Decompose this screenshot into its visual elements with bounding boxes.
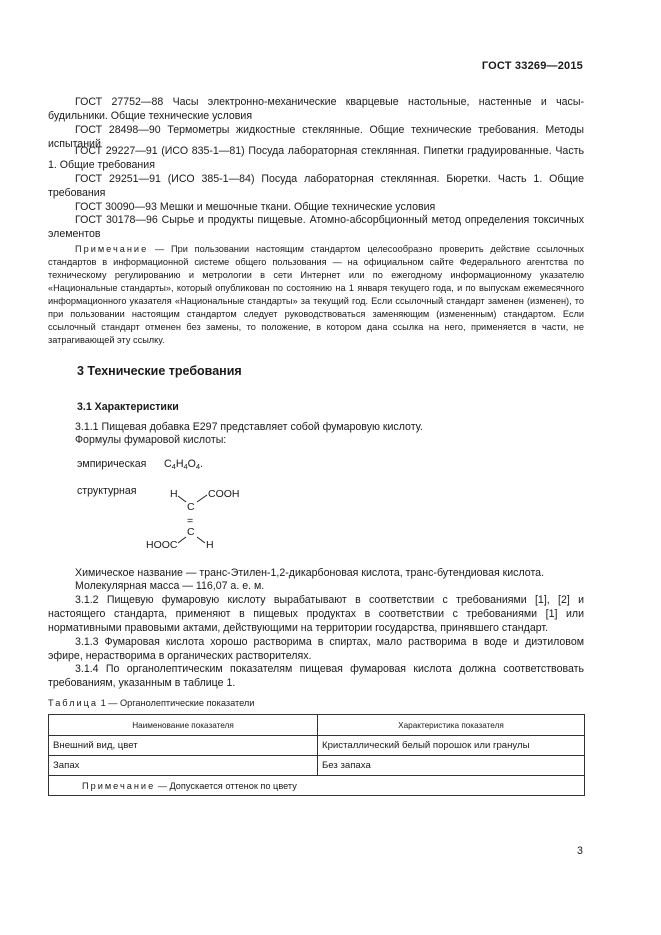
empirical-label: эмпирическая xyxy=(77,458,147,470)
references-note xyxy=(48,243,584,347)
empirical-formula: $C_4H_4O_4$. xyxy=(164,458,204,471)
paragraph-3-1-4: 3.1.4 По органолептическим показателям пищевая фумаровая кислота должна соответствовать требованиям, указанным в таблице 1. xyxy=(48,663,584,689)
bottom-carboxyl: HOOC xyxy=(146,539,178,551)
bottom-carbon: C xyxy=(187,526,195,538)
ref-gost-27752: ГОСТ 27752—88 Часы электронно-механические кварцевые настольные, настенные и часы-будильники. Общие технические условия xyxy=(48,96,584,122)
ref-gost-29251: ГОСТ 29251—91 (ИСО 385-1—84) Посуда лабораторная стеклянная. Бюретки. Часть 1. Общие требования xyxy=(48,173,584,199)
table-row xyxy=(49,736,585,756)
table-note: Примечание — Допускается оттенок по цвету xyxy=(49,776,585,796)
top-carbon: C xyxy=(187,501,195,513)
table-cell: Запах xyxy=(49,756,318,776)
ref-gost-29227: ГОСТ 29227—91 (ИСО 835-1—81) Посуда лабораторная стеклянная. Пипетки градуированные. Часть 1. Общие требования xyxy=(48,145,584,171)
chemical-name: Химическое название — транс-Этилен-1,2-дикарбоновая кислота, транс-бутендиовая кислота. xyxy=(75,567,545,579)
subsection-title: 3.1 Характеристики xyxy=(77,401,179,413)
section-title: 3 Технические требования xyxy=(77,364,242,378)
paragraph-3-1-3: 3.1.3 Фумаровая кислота хорошо растворима в спиртах, мало растворима в воде и диэтиловом эфире, нерастворима в органических растворителях. xyxy=(48,636,584,662)
document-header-id: ГОСТ 33269—2015 xyxy=(481,60,583,72)
table-note-row xyxy=(49,776,585,796)
ref-gost-30178: ГОСТ 30178—96 Сырье и продукты пищевые. Атомно-абсорбционный метод определения токсичных элементов xyxy=(48,214,584,240)
structural-formula-diagram xyxy=(140,482,280,557)
table-row xyxy=(49,756,585,776)
structural-label: структурная xyxy=(77,485,137,497)
note-label: Примечание xyxy=(75,244,149,254)
ref-gost-28498: ГОСТ 28498—90 Термометры жидкостные стеклянные. Общие технические требования. Методы испытаний xyxy=(48,124,584,150)
molecular-mass: Молекулярная масса — 116,07 а. е. м. xyxy=(75,580,265,592)
table-caption: Таблица 1 — Органолептические показатели xyxy=(48,698,255,708)
paragraph-3-1-2: 3.1.2 Пищевую фумаровую кислоту вырабатывают в соответствии с требованиями [1], [2] и настоящего стандарта, применяют в пищевых продуктах в соответствии с требованиями [1] или нормативными правовыми актами, действующими на территории государства, принявшего стандарт. xyxy=(48,594,584,634)
column-header-indicator: Наименование показателя xyxy=(49,715,318,736)
formulas-intro: Формулы фумаровой кислоты: xyxy=(75,434,227,446)
ref-gost-30090: ГОСТ 30090—93 Мешки и мешочные ткани. Общие технические условия xyxy=(75,201,436,213)
table-cell: Внешний вид, цвет xyxy=(49,736,318,756)
bottom-hydrogen: H xyxy=(206,539,214,551)
note-text: — При пользовании настоящим стандартом целесообразно проверить действие ссылочных стандартов в информационной системе общего пользования — на официальном сайте Федерального агентства по техническому регулированию и метрологии в сети Интернет или по ежегодному информационному указателю «Национальные стандарты», который опубликован по состоянию на 1 января текущего года, и по выпускам ежемесячного информационного указателя «Национальные стандарты» за текущий год. Если ссылочный стандарт заменен (изменен), то при пользовании настоящим стандартом следует руководствоваться заменяющим (измененным) стандартом. Если ссылочный стандарт отменен без замены, то положение, в котором дана ссылка на него, применяется в части, не затрагивающей эту ссылку. xyxy=(48,244,584,345)
paragraph-3-1-1: 3.1.1 Пищевая добавка E297 представляет собой фумаровую кислоту. xyxy=(75,421,423,433)
column-header-characteristic: Характеристика показателя xyxy=(318,715,585,736)
page-number: 3 xyxy=(577,845,583,857)
top-hydrogen: H xyxy=(170,488,178,500)
top-carboxyl: COOH xyxy=(208,488,240,500)
organoleptic-table xyxy=(48,714,585,796)
table-header-row xyxy=(49,715,585,736)
table-cell: Кристаллический белый порошок или гранулы xyxy=(318,736,585,756)
double-bond: = xyxy=(187,515,194,527)
table-cell: Без запаха xyxy=(318,756,585,776)
